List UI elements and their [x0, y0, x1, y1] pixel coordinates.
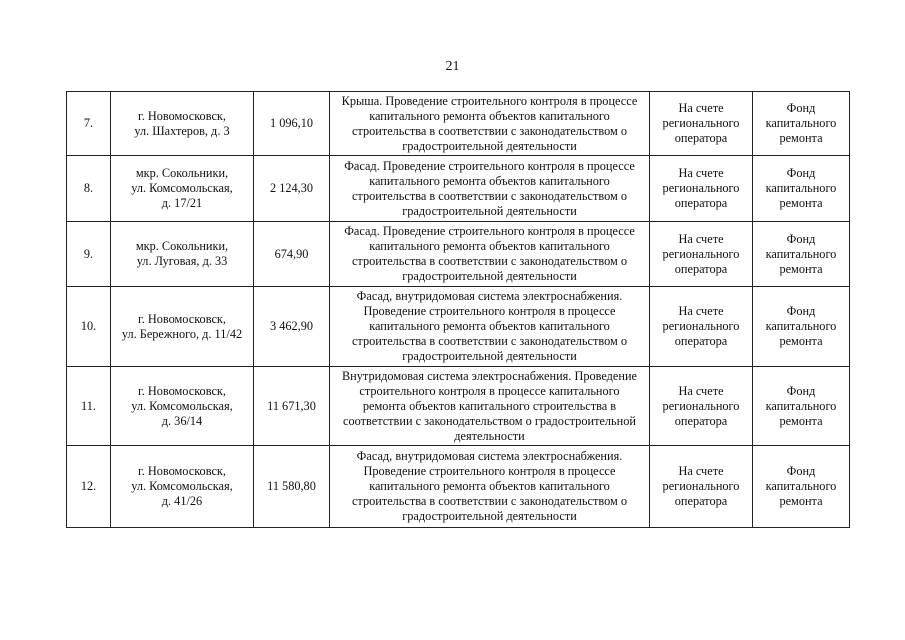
account-cell: На счете регионального оператора — [650, 92, 753, 156]
table-row — [67, 367, 850, 446]
area-cell: 1 096,10 — [254, 92, 330, 156]
work-description-cell: Фасад, внутридомовая система электроснабжения. Проведение строительного контроля в процессе капитального ремонта объектов капитального строительства в соответствии с законодательством о градостроительной деятельности — [330, 446, 650, 528]
row-number: 12. — [67, 446, 111, 528]
area-cell: 11 580,80 — [254, 446, 330, 528]
row-number: 9. — [67, 222, 111, 287]
work-description-cell: Фасад, внутридомовая система электроснабжения. Проведение строительного контроля в процессе капитального ремонта объектов капитального строительства в соответствии с законодательством о градостроительной деятельности — [330, 287, 650, 367]
row-number: 10. — [67, 287, 111, 367]
table-row — [67, 92, 850, 156]
address-cell: мкр. Сокольники, ул. Луговая, д. 33 — [111, 222, 254, 287]
row-number: 7. — [67, 92, 111, 156]
account-cell: На счете регионального оператора — [650, 287, 753, 367]
address-cell: г. Новомосковск, ул. Шахтеров, д. 3 — [111, 92, 254, 156]
funding-source-cell: Фонд капитального ремонта — [753, 92, 850, 156]
account-cell: На счете регионального оператора — [650, 156, 753, 222]
area-cell: 674,90 — [254, 222, 330, 287]
table-row — [67, 222, 850, 287]
funding-source-cell: Фонд капитального ремонта — [753, 156, 850, 222]
address-cell: г. Новомосковск, ул. Бережного, д. 11/42 — [111, 287, 254, 367]
row-number: 11. — [67, 367, 111, 446]
row-number: 8. — [67, 156, 111, 222]
funding-source-cell: Фонд капитального ремонта — [753, 367, 850, 446]
funding-source-cell: Фонд капитального ремонта — [753, 222, 850, 287]
funding-source-cell: Фонд капитального ремонта — [753, 446, 850, 528]
work-description-cell: Фасад. Проведение строительного контроля в процессе капитального ремонта объектов капитального строительства в соответствии с законодательством о градостроительной деятельности — [330, 156, 650, 222]
area-cell: 3 462,90 — [254, 287, 330, 367]
work-description-cell: Фасад. Проведение строительного контроля в процессе капитального ремонта объектов капитального строительства в соответствии с законодательством о градостроительной деятельности — [330, 222, 650, 287]
table-row — [67, 287, 850, 367]
address-cell: г. Новомосковск, ул. Комсомольская, д. 36/14 — [111, 367, 254, 446]
work-description-cell: Крыша. Проведение строительного контроля в процессе капитального ремонта объектов капитального строительства в соответствии с законодательством о градостроительной деятельности — [330, 92, 650, 156]
account-cell: На счете регионального оператора — [650, 367, 753, 446]
page-number: 21 — [445, 59, 460, 74]
funding-source-cell: Фонд капитального ремонта — [753, 287, 850, 367]
account-cell: На счете регионального оператора — [650, 446, 753, 528]
account-cell: На счете регионального оператора — [650, 222, 753, 287]
area-cell: 11 671,30 — [254, 367, 330, 446]
table-row — [67, 156, 850, 222]
address-cell: мкр. Сокольники, ул. Комсомольская, д. 17/21 — [111, 156, 254, 222]
works-table — [66, 91, 850, 528]
address-cell: г. Новомосковск, ул. Комсомольская, д. 41/26 — [111, 446, 254, 528]
area-cell: 2 124,30 — [254, 156, 330, 222]
work-description-cell: Внутридомовая система электроснабжения. Проведение строительного контроля в процессе капитального ремонта объектов капитального строительства в соответствии с законодательством о градостроительной деятельности — [330, 367, 650, 446]
table-row — [67, 446, 850, 528]
